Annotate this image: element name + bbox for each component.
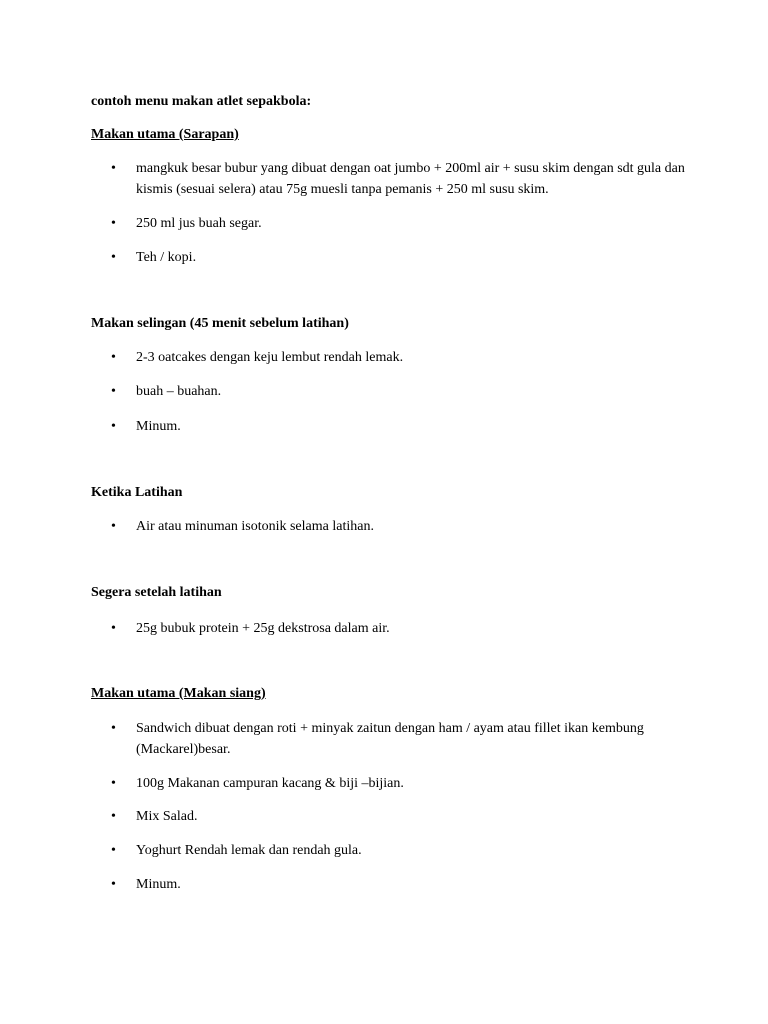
document-title: contoh menu makan atlet sepakbola:: [91, 94, 312, 109]
section-heading-sarapan: Makan utama (Sarapan): [91, 127, 239, 142]
bullet-icon: [111, 347, 135, 368]
bullet-icon: [111, 516, 135, 537]
bullet-icon: [111, 874, 135, 895]
bullet-icon: [111, 840, 135, 861]
bullet-icon: [111, 247, 135, 268]
bullet-icon: [111, 618, 135, 639]
list-item: • Yoghurt Rendah lemak dan rendah gula.: [111, 840, 691, 861]
section-heading-setelah-latihan: Segera setelah latihan: [91, 585, 222, 600]
bullet-icon: [111, 416, 135, 437]
list-item: • Teh / kopi.: [111, 247, 691, 268]
section-heading-makan-siang: Makan utama (Makan siang): [91, 686, 266, 701]
list-item: • 25g bubuk protein + 25g dekstrosa dalam air.: [111, 618, 691, 639]
bullet-icon: [111, 718, 135, 739]
list-item: • Minum.: [111, 416, 691, 437]
bullet-icon: [111, 806, 135, 827]
bullet-icon: [111, 773, 135, 794]
section-heading-selingan: Makan selingan (45 menit sebelum latihan): [91, 316, 349, 331]
list-item: • Sandwich dibuat dengan roti + minyak zaitun dengan ham / ayam atau fillet ikan kembung (Mackarel)besar.: [111, 718, 691, 760]
list-item: • 100g Makanan campuran kacang & biji –bijian.: [111, 773, 691, 794]
bullet-icon: [111, 158, 135, 179]
list-item: • buah – buahan.: [111, 381, 691, 402]
section-heading-ketika-latihan: Ketika Latihan: [91, 485, 183, 500]
list-item: • 250 ml jus buah segar.: [111, 213, 691, 234]
bullet-icon: [111, 381, 135, 402]
list-item: • Air atau minuman isotonik selama latihan.: [111, 516, 691, 537]
list-item: • Minum.: [111, 874, 691, 895]
list-item: • Mix Salad.: [111, 806, 691, 827]
list-item: • mangkuk besar bubur yang dibuat dengan oat jumbo + 200ml air + susu skim dengan sdt gula dan kismis (sesuai selera) atau 75g muesli tanpa pemanis + 250 ml susu skim.: [111, 158, 691, 200]
bullet-icon: [111, 213, 135, 234]
list-item: • 2-3 oatcakes dengan keju lembut rendah lemak.: [111, 347, 691, 368]
